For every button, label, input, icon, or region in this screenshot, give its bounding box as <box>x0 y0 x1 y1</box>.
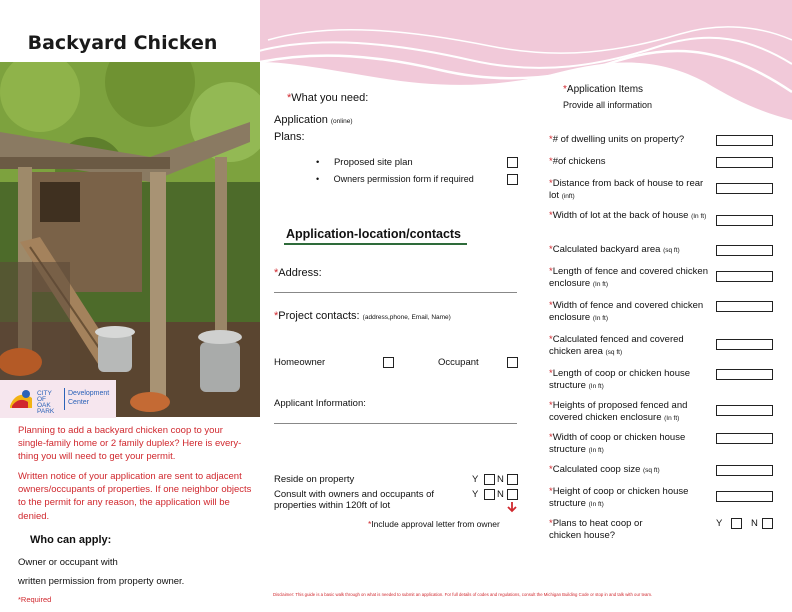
application-items-heading: *Application Items <box>563 84 644 95</box>
address-label: *Address: <box>274 267 322 279</box>
application-item-label: *Length of fence and covered chicken enclosure (In ft) <box>549 266 708 289</box>
application-item-label: *Calculated backyard area (sq ft) <box>549 244 680 255</box>
project-contacts-label: *Project contacts: (address,phone, Email, Name) <box>274 310 451 322</box>
homeowner-checkbox[interactable] <box>383 357 394 368</box>
chicken-coop-photo <box>0 62 260 417</box>
application-item-label: *# of dwelling units on property? <box>549 134 685 145</box>
heading-underline <box>284 243 467 245</box>
consult-no-label: N <box>497 489 504 500</box>
consult-yes-label: Y <box>472 489 479 500</box>
application-item-label: *Height of coop or chicken house structure (In ft) <box>549 486 689 509</box>
intro-text: Planning to add a backyard chicken coop to your single-family home or 2 family duplex? Here is every-thing you will need to get your permit. <box>18 425 242 463</box>
city-name: CITY OF OAK PARK <box>37 390 55 415</box>
application-item-input[interactable] <box>716 369 773 380</box>
disclaimer-text: Disclaimer: This guide is a basic walk through on what is needed to submit an application. For full details of codes and regulations, consult the Michigan Building Code or stop in and talk with our team. <box>273 592 653 597</box>
heat-no-checkbox[interactable] <box>762 518 773 529</box>
application-item-input[interactable] <box>716 271 773 282</box>
heat-no-label: N <box>751 518 758 529</box>
application-item-input[interactable] <box>716 157 773 168</box>
application-item-input[interactable] <box>716 433 773 444</box>
development-center-name: Development Center <box>68 390 110 406</box>
applicant-info-input-line[interactable] <box>274 423 517 424</box>
approval-note: *Include approval letter from owner <box>368 519 500 529</box>
logo-divider <box>64 388 65 410</box>
application-item-label: *Heights of proposed fenced and covered chicken enclosure (In ft) <box>549 400 688 423</box>
application-item-label: *Calculated coop size (sq ft) <box>549 464 660 475</box>
location-contacts-heading: Application-location/contacts <box>286 227 462 241</box>
notice-text: Written notice of your application are sent to adjacent owners/occupants of properties. If one neighbor objects to the permit for any reason, the application will be denied. <box>18 471 252 522</box>
bullet-site-plan: • Proposed site plan <box>316 157 413 168</box>
application-item-input[interactable] <box>716 465 773 476</box>
application-item-input[interactable] <box>716 183 773 194</box>
heat-question: *Plans to heat coop or chicken house? <box>549 518 643 541</box>
application-item-label: *Width of coop or chicken house structure (In ft) <box>549 432 686 455</box>
occupant-checkbox[interactable] <box>507 357 518 368</box>
plans-label: Plans: <box>274 131 305 143</box>
application-item-input[interactable] <box>716 215 773 226</box>
owners-permission-checkbox[interactable] <box>507 174 518 185</box>
application-item-label: *Width of lot at the back of house (In ft) <box>549 210 707 221</box>
consult-yes-checkbox[interactable] <box>484 489 495 500</box>
occupant-label: Occupant <box>438 357 479 368</box>
consult-no-checkbox[interactable] <box>507 489 518 500</box>
what-you-need-heading: *What you need: <box>287 92 369 104</box>
application-item-input[interactable] <box>716 405 773 416</box>
application-item-input[interactable] <box>716 301 773 312</box>
application-item-label: *Length of coop or chicken house structure (In ft) <box>549 368 691 391</box>
arrow-down-icon <box>505 501 519 513</box>
required-note: *Required <box>18 595 52 604</box>
consult-question: Consult with owners and occupants of properties within 120ft of lot <box>274 489 435 511</box>
application-item-input[interactable] <box>716 339 773 350</box>
application-item-input[interactable] <box>716 245 773 256</box>
who-can-apply-heading: Who can apply: <box>30 534 112 546</box>
reside-no-checkbox[interactable] <box>507 474 518 485</box>
reside-yes-checkbox[interactable] <box>484 474 495 485</box>
reside-no-label: N <box>497 474 504 485</box>
application-item-label: *Distance from back of house to rear lot (inft) <box>549 178 704 201</box>
who-line-1: Owner or occupant with <box>18 557 118 568</box>
logo-area <box>0 380 116 418</box>
who-line-2: written permission from property owner. <box>18 576 185 587</box>
application-items-subheading: Provide all information <box>563 100 653 110</box>
application-item-label: *Calculated fenced and covered chicken area (sq ft) <box>549 334 684 357</box>
application-item-label: *Width of fence and covered chicken enclosure (In ft) <box>549 300 704 323</box>
application-label: Application (online) <box>274 114 353 126</box>
application-item-label: *#of chickens <box>549 156 606 167</box>
address-input-line[interactable] <box>274 292 517 293</box>
city-logo-icon <box>8 388 34 412</box>
application-item-input[interactable] <box>716 491 773 502</box>
homeowner-label: Homeowner <box>274 357 326 368</box>
site-plan-checkbox[interactable] <box>507 157 518 168</box>
application-item-input[interactable] <box>716 135 773 146</box>
reside-yes-label: Y <box>472 474 479 485</box>
heat-yes-label: Y <box>716 518 723 529</box>
applicant-information-label: Applicant Information: <box>274 398 366 409</box>
bullet-owners-permission: • Owners permission form if required <box>316 174 474 184</box>
reside-question: Reside on property <box>274 474 355 485</box>
heat-yes-checkbox[interactable] <box>731 518 742 529</box>
title-line-1: Backyard Chicken <box>27 32 218 54</box>
